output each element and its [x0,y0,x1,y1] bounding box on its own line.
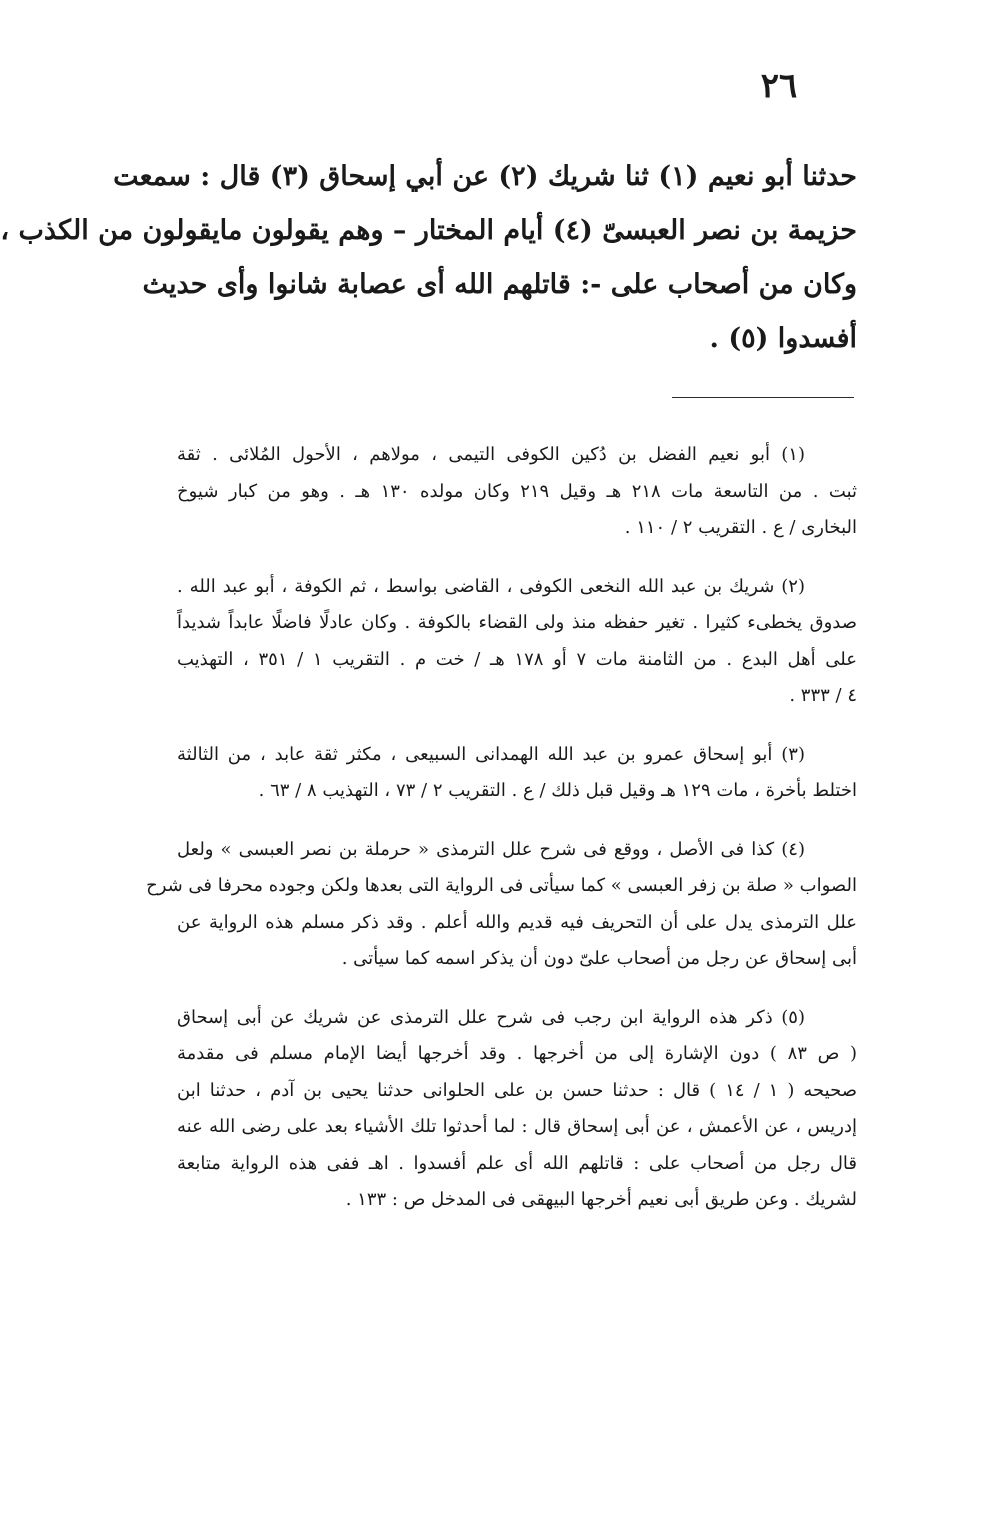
footnote-line: علل الترمذى يدل على أن التحريف فيه قديم والله أعلم . وقد ذكر مسلم هذه الرواية عن [177,911,857,933]
main-text-line: حدثنا أبو نعيم (١) ثنا شريك (٢) عن أبي إسحاق (٣) قال : سمعت [113,161,857,192]
main-text [0,150,857,366]
footnote-line: الصواب « صلة بن زفر العبسى » كما سيأتى فى الرواية التى بعدها ولكن وجوده محرفا فى شرح [146,875,857,896]
footnote-line: صدوق يخطىء كثيرا . تغير حفظه منذ ولى القضاء بالكوفة . وكان عادلًا فاضلًا عابداً شديداً [177,612,857,633]
footnote-line: (١) أبو نعيم الفضل بن دُكين الكوفى التيمى ، مولاهم ، الأحول المُلائى . ثقة [177,444,805,465]
footnotes [146,437,858,1241]
footnote-line: ( ص ٨٣ ) دون الإشارة إلى من أخرجها . وقد أخرجها أيضا الإمام مسلم فى مقدمة [177,1043,857,1064]
footnote-line: (٣) أبو إسحاق عمرو بن عبد الله الهمدانى السبيعى ، مكثر ثقة عابد ، من الثالثة [177,743,805,765]
footnote-line: قال رجل من أصحاب على : قاتلهم الله أى علم أفسدوا . اهـ ففى هذه الرواية متابعة [177,1152,857,1174]
footnote-line: لشريك . وعن طريق أبى نعيم أخرجها البيهقى فى المدخل ص : ١٣٣ . [345,1189,857,1210]
footnote-line: (٢) شريك بن عبد الله النخعى الكوفى ، القاضى بواسط ، ثم الكوفة ، أبو عبد الله . [177,575,805,597]
footnote-line: إدريس ، عن الأعمش ، عن أبى إسحاق قال : لما أحدثوا تلك الأشياء بعد على رضى الله عنه [177,1116,857,1137]
footnote-line: (٤) كذا فى الأصل ، ووقع فى شرح علل الترمذى « حرملة بن نصر العبسى » ولعل [177,838,805,860]
footnote-2 [177,569,857,715]
footnote-5 [177,1000,857,1219]
main-text-line: أفسدوا (٥) . [709,323,857,354]
footnote-line: (٥) ذكر هذه الرواية ابن رجب فى شرح علل الترمذى عن شريك عن أبى إسحاق [177,1006,805,1028]
footnote-line: على أهل البدع . من الثامنة مات ٧ أو ١٧٨ هـ / خت م . التقريب ١ / ٣٥١ ، التهذيب [177,648,857,670]
footnote-4 [146,832,857,978]
page-number: ٢٦ [760,66,798,106]
main-text-line: حزيمة بن نصر العبسىّ (٤) أيام المختار – وهم يقولون مايقولون من الكذب ، [0,215,857,246]
footnote-line: اختلط بأخرة ، مات ١٢٩ هـ وقيل قبل ذلك / ع . التقريب ٢ / ٧٣ ، التهذيب ٨ / ٦٣ . [258,780,857,801]
footnote-separator [672,397,854,398]
footnote-line: صحيحه ( ١ / ١٤ ) قال : حدثنا حسن بن على الحلوانى حدثنا يحيى بن آدم ، حدثنا ابن [177,1079,857,1101]
footnote-3 [177,737,857,810]
footnote-line: ٤ / ٣٣٣ . [789,685,857,706]
footnote-line: أبى إسحاق عن رجل من أصحاب علىّ دون أن يذكر اسمه كما سيأتى . [341,948,857,969]
main-text-line: وكان من أصحاب على -: قاتلهم الله أى عصابة شانوا وأى حديث [142,269,857,300]
footnote-line: ثبت . من التاسعة مات ٢١٨ هـ وقيل ٢١٩ وكان مولده ١٣٠ هـ . وهو من كبار شيوخ [177,480,858,502]
footnote-1 [177,437,857,547]
footnote-line: البخارى / ع . التقريب ٢ / ١١٠ . [624,517,857,538]
